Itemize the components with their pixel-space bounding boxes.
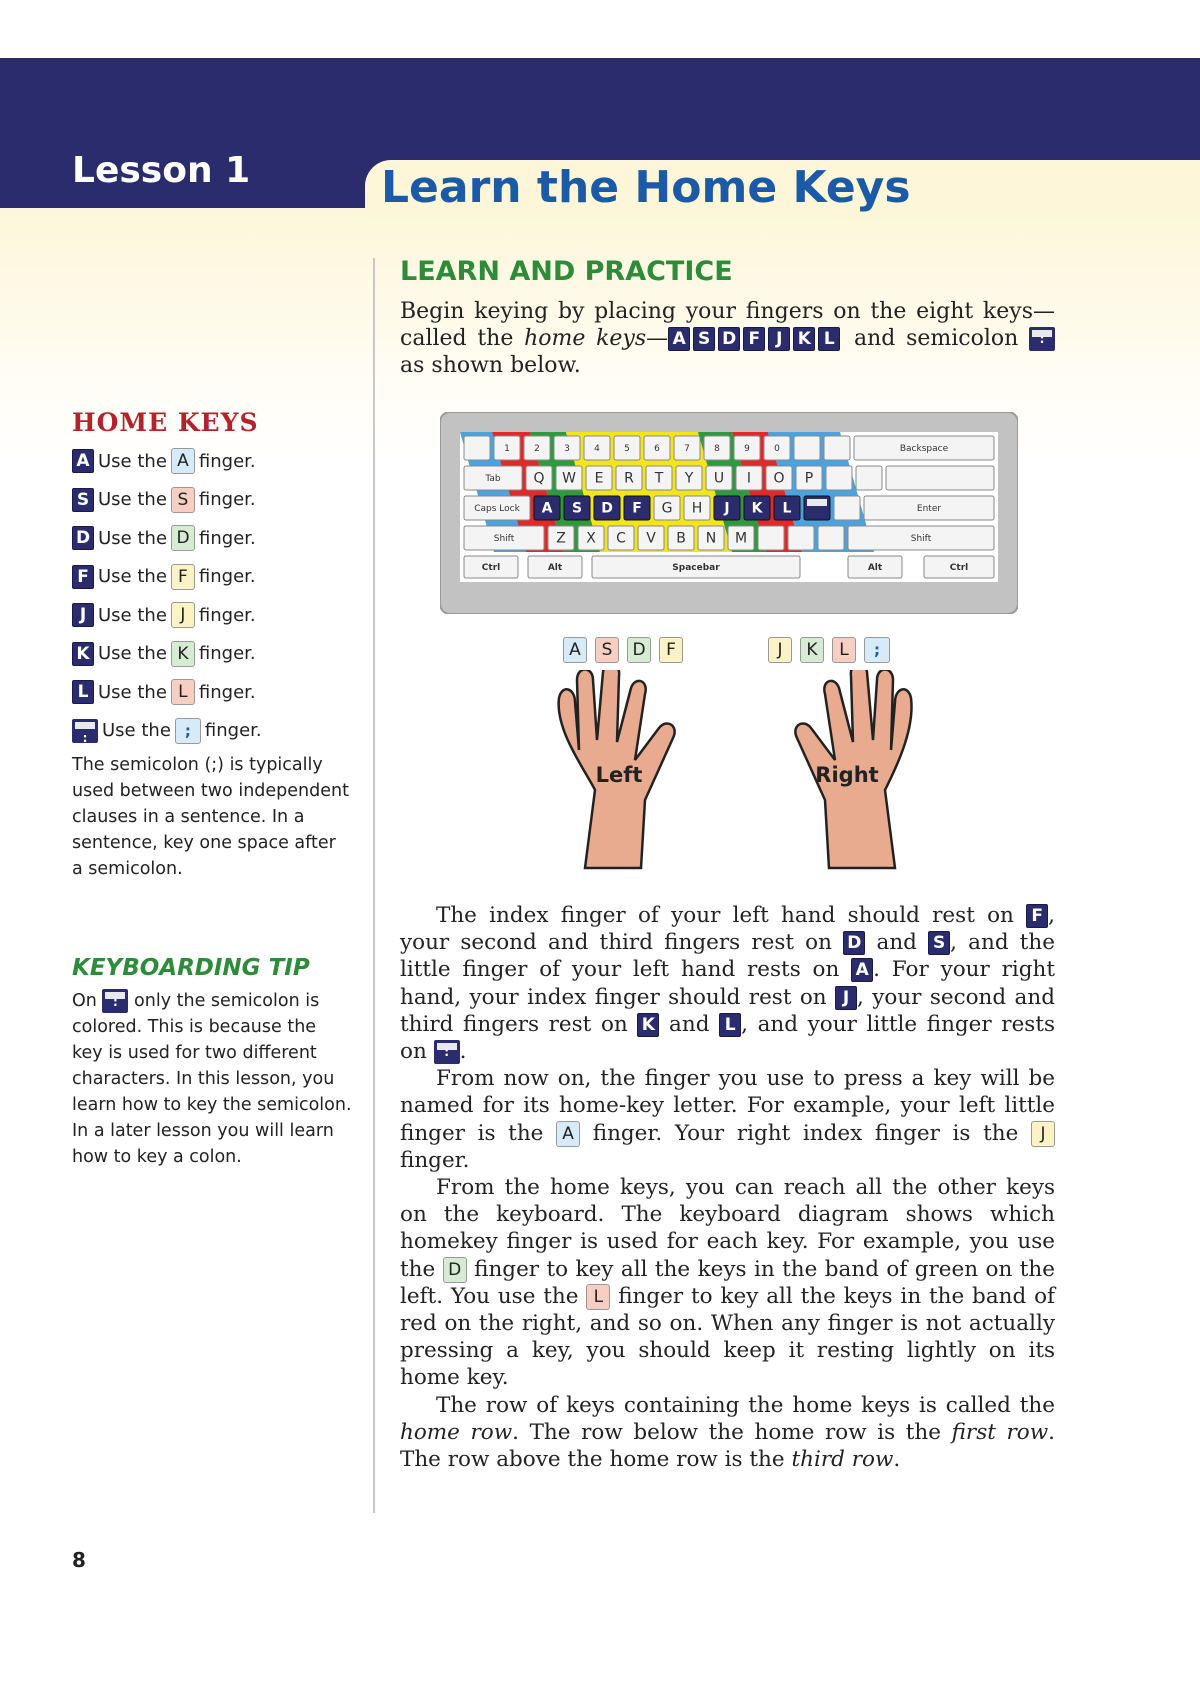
home-key-label: F [632,500,642,517]
home-key-row [72,442,372,481]
keyboard-key-label: Ctrl [949,563,969,573]
keyboard-key-label: Tab [485,474,501,484]
intro-text-1: Begin keying by placing your fingers on the eight keys—called the [400,299,1055,351]
p3-text: finger to key all the keys in the band of red on the right, and so on. When any finger is not actually pressing a key, you should keep it resting lightly on its home key. [400,1283,1055,1391]
home-key-suffix: finger. [198,450,256,472]
finger-key-cap: S [171,487,195,513]
keyboard-key-label: B [676,530,686,547]
intro-text-3: as shown below. [400,353,581,378]
keyboard-key-label: E [594,470,604,487]
home-key-suffix: finger. [198,489,256,511]
home-key-row [72,519,372,558]
tip-before: On [72,991,97,1011]
column-divider [373,258,375,1513]
semicolon-key-icon [434,1040,460,1064]
intro-text-2: and semicolon [854,326,1019,351]
home-key-instruction: Use the [98,450,167,472]
keyboard-key-label: N [705,530,717,547]
key-d: D [843,931,865,955]
finger-key-j: J [1031,1121,1055,1147]
home-key-label: J [724,500,730,517]
keyboard-key-label: U [713,470,725,487]
finger-key-a: A [556,1121,580,1147]
intro-dash: — [646,326,669,351]
right-hand-keys [768,637,890,663]
section-title: LEARN AND PRACTICE [400,256,733,287]
home-key-cap: F [72,565,94,589]
finger-key-cap: L [171,679,195,705]
p2-text: finger. Your right index finger is the [592,1120,1019,1146]
p1-text: The index finger of your left hand should rest on [436,903,1014,928]
keyboard-key [886,466,994,490]
home-key-instruction: Use the [98,681,167,703]
keyboard-key-label: Z [556,530,566,547]
p3-text: From the home keys, you can reach all the other keys on the keyboard. The keyboard diagram shows which homekey finger is used for each key. For example, you use the [400,1175,1055,1282]
page-title: Learn the Home Keys [381,162,911,213]
home-key-suffix: finger. [198,566,256,588]
keyboard-key-label: Shift [910,534,932,544]
keyboard-key [758,526,784,550]
paragraph-1 [400,902,1055,1065]
keyboard-key-label: 3 [564,444,570,454]
keyboard-diagram [440,412,1018,614]
home-key-suffix: finger. [198,681,256,703]
home-key-label: K [751,500,763,517]
intro-paragraph [400,298,1055,379]
home-keys-list [72,442,372,750]
keyboard-key-label: Q [533,470,545,487]
right-hand-label: Right [815,763,879,787]
finger-key-cap: J [171,602,195,628]
home-key-cap: D [72,526,94,550]
keyboard-key-label: 0 [774,444,780,454]
keyboard-key-label: V [646,530,656,547]
home-key-cap: A [72,449,94,473]
keyboard-key-label: Y [684,470,694,487]
p1-text: . For your right hand, your index finger should rest on [400,957,1055,1010]
paragraph-4 [400,1392,1055,1474]
finger-key-cap: S [595,637,619,663]
finger-key-cap: F [171,564,195,590]
p1-text: and [669,1011,710,1037]
home-key-row [72,481,372,520]
keyboard-key-label: Alt [547,563,563,573]
left-hand-label: Left [595,763,643,787]
semicolon-home-key-top [807,499,827,506]
home-key-suffix: finger. [199,527,256,549]
home-key-cap: L [818,327,840,351]
keyboard-key [834,496,860,520]
home-key-cap: J [72,603,94,627]
keyboard-key-label: W [562,470,576,487]
finger-key-cap: A [171,448,195,474]
p3-text: finger to key all the keys in the band of green on the left. You use the [400,1256,1055,1309]
semicolon-note: The semicolon (;) is typically used between two independent clauses in a sentence. In a sentence, key one space after a semicolon. [72,755,349,879]
finger-key-cap: F [659,637,683,663]
home-key-instruction: Use the [98,604,167,626]
keyboard-key-label: 4 [594,444,600,454]
keyboard-key-label: Backspace [899,444,949,454]
home-key-label: S [571,500,583,517]
home-key-instruction: Use the [98,643,167,665]
home-key-instruction: Use the [98,527,168,549]
keyboard-key [794,436,820,460]
keyboard-key-label: M [734,530,748,547]
keyboard-key [788,526,814,550]
semicolon-key-icon [72,719,98,743]
p1-text: , your second and third fingers rest on [400,903,1055,956]
hands-illustration [545,670,925,870]
term-home-row: home row [400,1419,513,1445]
keyboard-key-label: O [773,470,785,487]
home-key-cap: K [793,327,815,351]
finger-key-d: D [443,1257,467,1283]
home-key-cap: S [693,327,715,351]
home-key-label: A [541,500,553,517]
keyboard-key-label: 8 [714,444,720,454]
finger-key-cap: D [171,525,195,551]
home-key-cap: L [72,680,94,704]
key-l: L [719,1013,741,1037]
keyboard-key-label: Enter [916,504,942,514]
key-a: A [851,958,873,982]
keyboard-key-label: X [586,530,596,547]
home-key-instruction: Use the [98,566,167,588]
keyboard-key-label: 1 [504,444,510,454]
p2-text: From now on, the finger you use to press a key will be named for its home-key letter. For example, your left little finger is the [400,1066,1055,1146]
keyboard-key [818,526,844,550]
semicolon-key-icon [102,989,128,1013]
finger-key-l: L [586,1284,610,1310]
keyboard-key-label: R [624,470,634,487]
keyboarding-tip-text [72,988,352,1170]
home-key-cap: D [718,327,740,351]
keyboarding-tip-heading: KEYBOARDING TIP [72,955,310,981]
finger-key-cap: A [563,637,587,663]
key-k: K [637,1013,659,1037]
home-key-row [72,673,372,712]
left-hand-keys [563,637,683,663]
home-key-cap: J [768,327,790,351]
home-key-row [72,712,372,751]
home-key-cap: A [668,327,690,351]
home-key-suffix: finger. [198,604,256,626]
intro-home-key-caps [668,326,843,351]
tip-after: only the semicolon is colored. This is because the key is used for two different characters. In this lesson, you learn how to key the semicolon. In a later lesson you will learn how to key a colon. [72,991,352,1167]
intro-home-keys-term: home keys [524,326,647,351]
keyboard-key-label: 6 [654,444,660,454]
home-key-label: D [601,500,613,517]
keyboard-key [464,436,490,460]
keyboard-key-label: Alt [867,563,883,573]
keyboard-key-label: P [804,470,814,487]
p1-text: , and your little finger rests on [400,1011,1056,1065]
keyboard-key-label: I [746,470,752,487]
home-key-row [72,558,372,597]
term-third-row: third row [791,1447,894,1473]
p1-text: . [459,1039,467,1065]
keyboard-key-label: 7 [684,444,690,454]
home-key-cap: F [743,327,765,351]
home-key-cap: K [72,642,94,666]
keyboard-key-label: Spacebar [672,563,720,573]
finger-key-cap: J [768,637,792,663]
finger-key-cap: D [627,637,651,663]
lesson-label: Lesson 1 [72,150,251,191]
p1-text: , your second and third fingers rest on [400,984,1055,1037]
home-key-label: L [782,500,792,517]
keyboard-key-label: 9 [744,444,750,454]
key-f: F [1026,904,1048,928]
keyboard-key-label: G [661,500,673,517]
p4-text: The row of keys containing the home keys is called the [436,1392,1055,1418]
home-key-instruction: Use the [98,489,167,511]
term-first-row: first row [951,1419,1049,1445]
p2-text: finger. [400,1147,470,1173]
home-key-suffix: finger. [198,643,256,665]
home-key-row [72,635,372,674]
keyboard-key [856,466,882,490]
semicolon-finger-key-icon [864,637,890,663]
home-key-row [72,596,372,635]
p1-text: , and the little finger of your left hand rests on [400,930,1056,983]
keyboard-key-label: H [691,500,703,517]
paragraph-2 [400,1065,1055,1174]
keyboard-key-label: 2 [534,444,540,454]
keyboard-key [826,466,852,490]
key-s: S [928,931,950,955]
finger-key-cap: K [800,637,824,663]
p4-text: . [893,1447,901,1473]
keyboard-key-label: Shift [493,534,515,544]
keyboard-key-label: Ctrl [481,563,501,573]
p4-text: . The row below the home row is the [512,1419,941,1445]
home-key-suffix: finger. [204,720,262,742]
paragraph-3 [400,1174,1055,1392]
finger-key-cap: L [832,637,856,663]
home-key-instruction: Use the [102,720,171,742]
keyboard-key [824,436,850,460]
page-number: 8 [72,1548,86,1572]
body-text [400,902,1055,1473]
keyboard-key-label: 5 [624,444,630,454]
p4-text: . The row above the home row is the [400,1419,1055,1473]
semicolon-key-icon [1029,327,1055,351]
key-j: J [835,986,857,1010]
keyboard-key-label: C [616,530,626,547]
semicolon-finger-key-icon [175,718,201,744]
finger-key-cap: K [171,641,195,667]
keyboard-key-label: T [654,470,664,487]
home-keys-heading: HOME KEYS [72,408,259,437]
home-key-cap: S [72,488,94,512]
keyboard-key-label: Caps Lock [474,504,520,514]
p1-text: and [876,930,917,956]
